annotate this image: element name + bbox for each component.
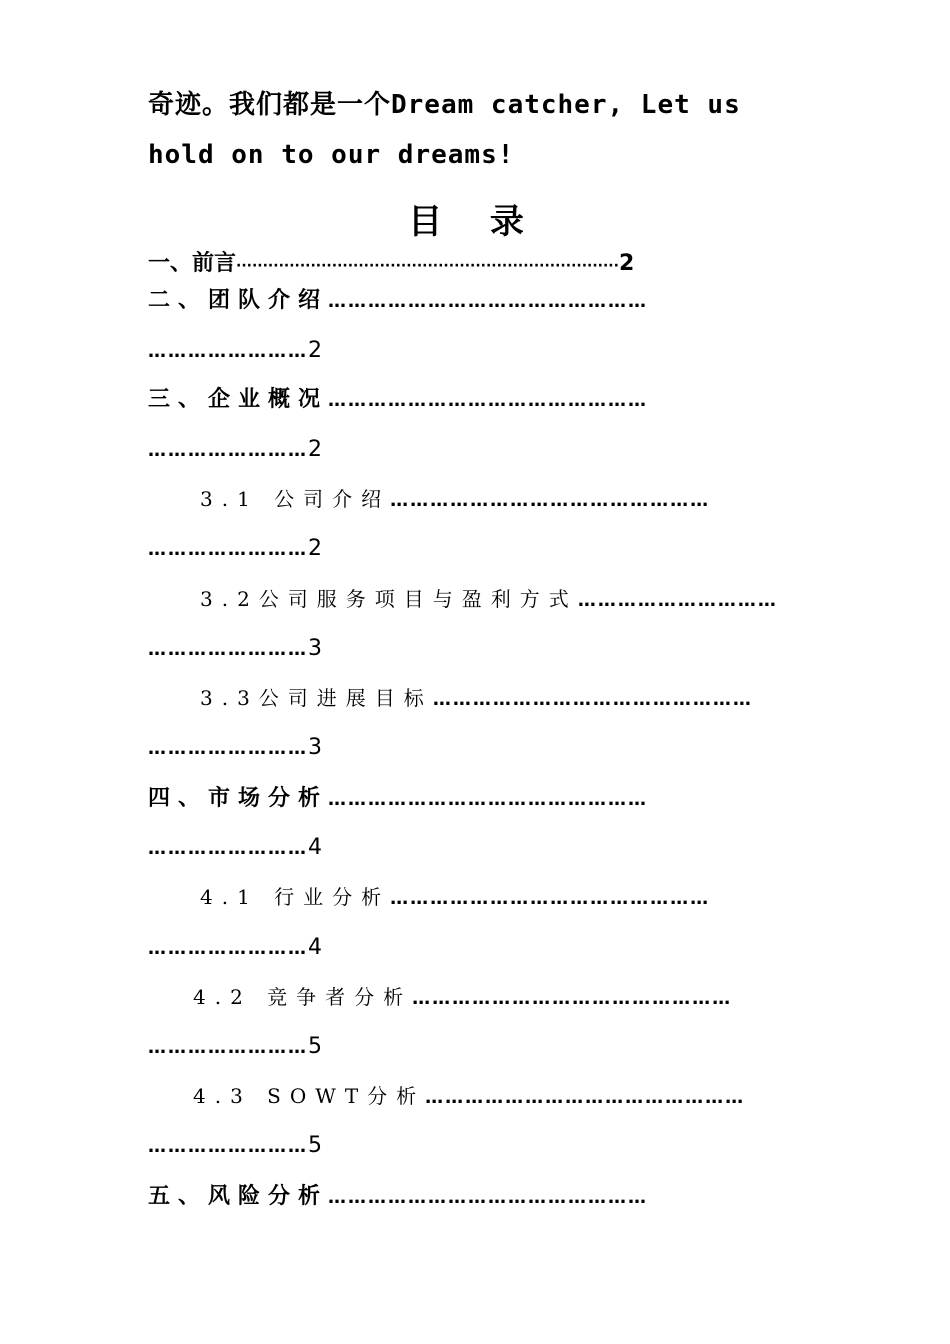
intro-text-line-1: 奇迹。我们都是一个Dream catcher, Let us <box>148 90 741 120</box>
toc-entry-4-1 <box>200 882 710 914</box>
toc-entry-page: 2 <box>618 251 635 276</box>
toc-entry-leader-cont: …………………… <box>148 738 308 759</box>
toc-entry-3-1 <box>200 484 710 516</box>
toc-entry-3-2-cont <box>148 633 322 665</box>
toc-entry-3-1-cont <box>148 533 322 565</box>
toc-entry-market-analysis-cont <box>148 832 322 864</box>
toc-entry-label: 二、团队介绍 <box>148 287 329 313</box>
toc-entry-label: 4.3 SOWT分析 <box>193 1084 426 1108</box>
toc-entry-4-1-cont <box>148 932 322 964</box>
toc-entry-label: 3.1 公司介绍 <box>200 487 391 511</box>
toc-entry-leader: ………………………………………… <box>432 689 753 710</box>
toc-entry-leader-cont: …………………… <box>148 341 308 362</box>
toc-entry-leader: ………………………………………… <box>425 1087 746 1108</box>
toc-entry-page: 3 <box>308 735 322 760</box>
toc-entry-leader-cont: …………………… <box>148 1136 308 1157</box>
toc-entry-label: 四、市场分析 <box>148 785 329 811</box>
toc-entry-label: 三、企业概况 <box>148 386 329 412</box>
toc-entry-page: 4 <box>308 935 322 960</box>
toc-entry-company-overview <box>148 384 648 416</box>
toc-entry-leader: ………………………………………… <box>328 291 649 312</box>
toc-entry-leader: ………………………………………… <box>328 789 649 810</box>
toc-entry-4-2-cont <box>148 1031 322 1063</box>
toc-entry-leader-cont: …………………… <box>148 539 308 560</box>
toc-entry-4-3 <box>193 1081 745 1113</box>
toc-entry-market-analysis <box>148 783 648 815</box>
toc-entry-page: 2 <box>308 536 322 561</box>
toc-entry-leader: ………………………………………… <box>328 1187 649 1208</box>
toc-entry-page: 5 <box>308 1034 322 1059</box>
toc-entry-leader: ········································································ <box>236 258 619 274</box>
toc-entry-leader: ………………………………………… <box>390 888 711 909</box>
toc-entry-leader-cont: …………………… <box>148 1037 308 1058</box>
toc-entry-label: 4.1 行业分析 <box>200 885 391 909</box>
toc-entry-label: 一、前言 <box>148 250 237 276</box>
toc-entry-3-3-cont <box>148 732 322 764</box>
toc-entry-page: 4 <box>308 835 322 860</box>
toc-entry-3-3 <box>200 683 753 715</box>
toc-entry-label: 3.2公司服务项目与盈利方式 <box>200 587 578 611</box>
toc-entry-label: 五、风险分析 <box>148 1183 329 1209</box>
toc-entry-leader-cont: …………………… <box>148 639 308 660</box>
toc-entry-page: 2 <box>308 437 322 462</box>
toc-entry-risk-analysis <box>148 1181 648 1213</box>
toc-entry-3-2 <box>200 584 778 616</box>
toc-entry-leader-cont: …………………… <box>148 938 308 959</box>
toc-entry-label: 3.3公司进展目标 <box>200 686 433 710</box>
toc-entry-label: 4.2 竞争者分析 <box>193 985 413 1009</box>
toc-entry-4-2 <box>193 982 732 1014</box>
toc-entry-page: 2 <box>308 338 322 363</box>
toc-entry-preface <box>148 248 634 281</box>
toc-entry-page: 5 <box>308 1133 322 1158</box>
toc-entry-leader-cont: …………………… <box>148 838 308 859</box>
toc-entry-team-cont <box>148 335 322 367</box>
toc-entry-leader: ………………………………………… <box>328 390 649 411</box>
toc-entry-team <box>148 285 648 317</box>
toc-entry-leader-cont: …………………… <box>148 440 308 461</box>
intro-text-line-2: hold on to our dreams! <box>148 140 515 170</box>
toc-entry-4-3-cont <box>148 1130 322 1162</box>
toc-entry-leader: ………………………………………… <box>390 490 711 511</box>
toc-entry-leader: ………………………………………… <box>412 988 733 1009</box>
toc-entry-company-overview-cont <box>148 434 322 466</box>
toc-title: 目 录 <box>408 202 542 242</box>
toc-entry-leader: ………………………… <box>577 590 778 611</box>
toc-entry-page: 3 <box>308 636 322 661</box>
